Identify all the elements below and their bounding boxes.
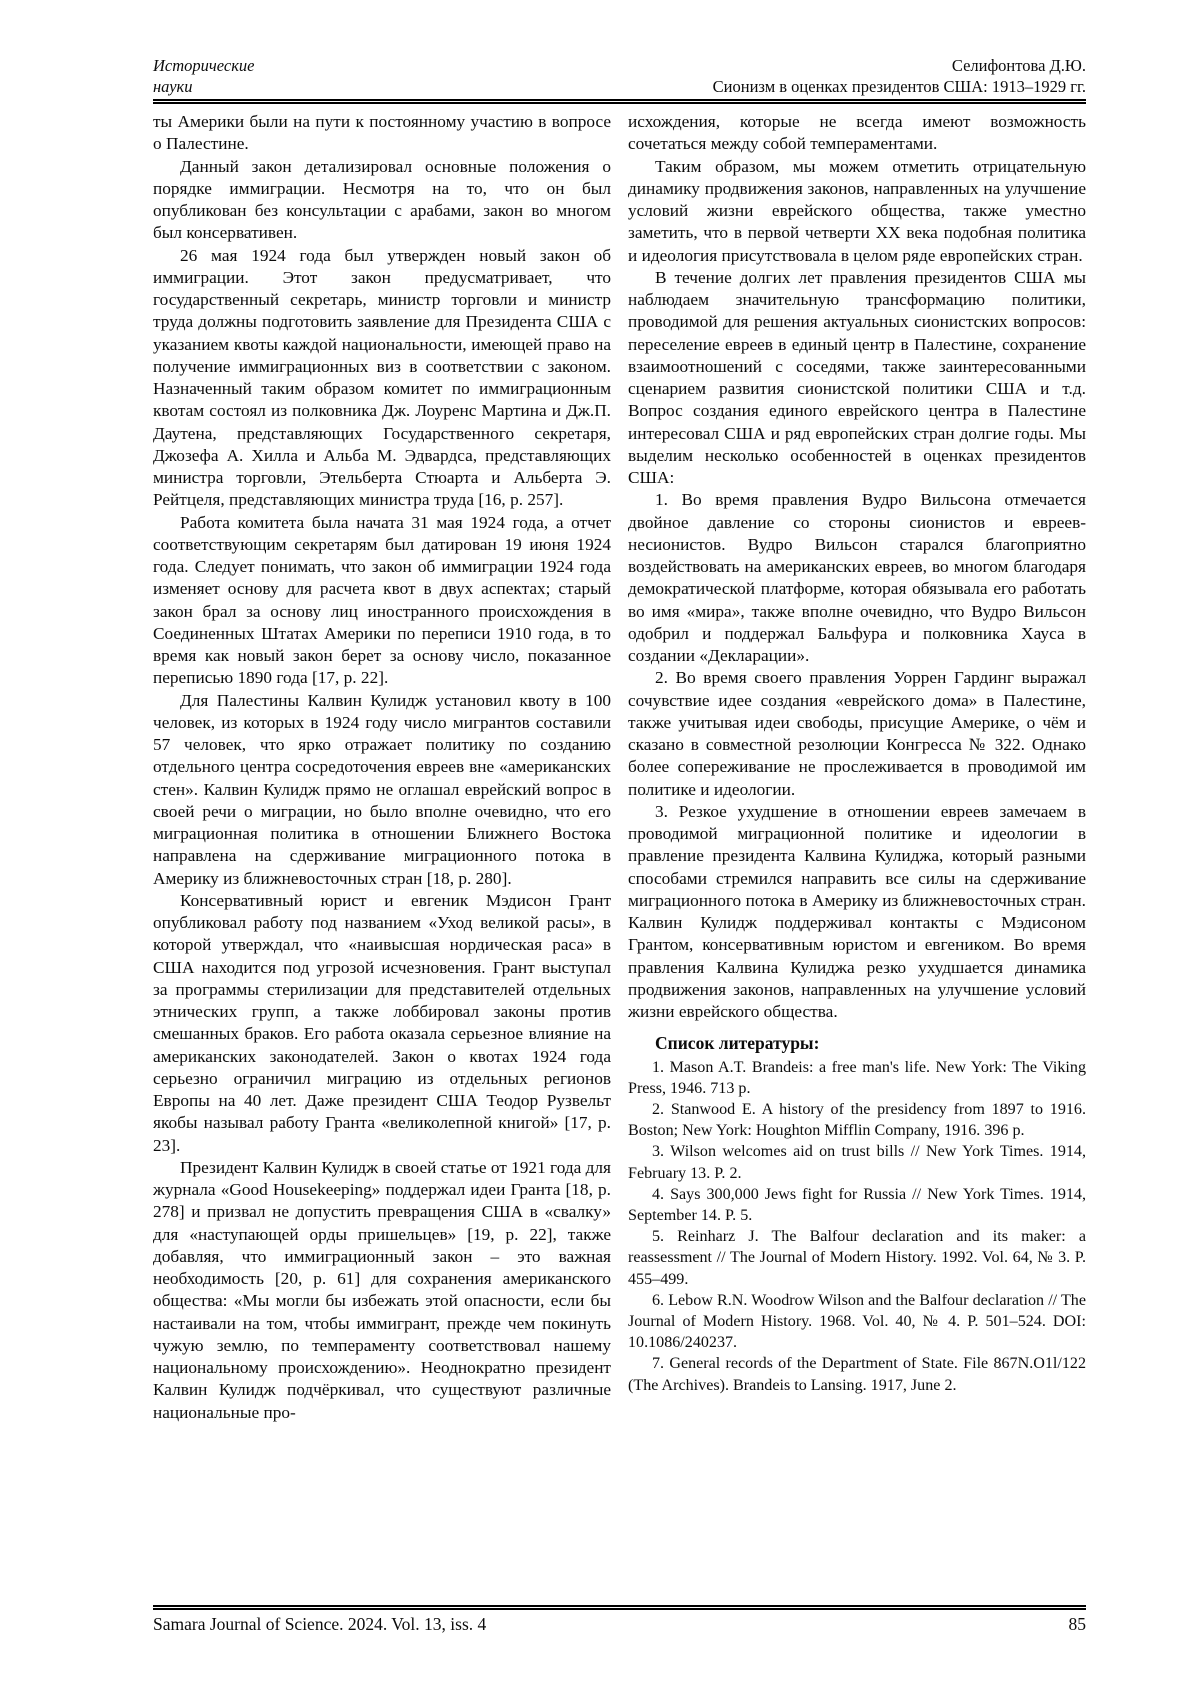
header-rule	[153, 99, 1086, 104]
references-list	[628, 1057, 1086, 1396]
article-title: Сионизм в оценках президентов США: 1913–1929 гг.	[712, 76, 1086, 96]
journal-section	[153, 56, 255, 97]
article-page	[153, 56, 1086, 1424]
right-column	[628, 111, 1086, 1424]
page-number: 85	[1068, 1614, 1086, 1634]
journal-section-line1: Исторические	[153, 56, 255, 75]
body-paragraph: Данный закон детализировал основные положения о порядке иммиграции. Несмотря на то, что он был опубликован без консультации с арабами, закон во многом был консервативен.	[153, 156, 611, 243]
body-paragraph: 2. Во время своего правления Уоррен Гардинг выражал сочувствие идее создания «еврейского дома» в Палестине, также учитывая идеи свободы, присущие Америке, о чём и сказано в совместной резолюции Конгресса № 322. Однако более сопереживание не прослеживается в проводимой им политике и идеологии.	[628, 668, 1086, 799]
references-heading: Список литературы:	[655, 1033, 820, 1054]
reference-item: 5. Reinharz J. The Balfour declaration and its maker: a reassessment // The Journal of Modern History. 1992. Vol. 64, № 3. P. 455–499.	[628, 1228, 1086, 1288]
page-footer	[153, 1603, 1086, 1636]
reference-item: 2. Stanwood E. A history of the presidency from 1897 to 1916. Boston; New York: Houghton Mifflin Company, 1916. 396 p.	[628, 1100, 1086, 1140]
reference-item: 7. General records of the Department of State. File 867N.O1l/122 (The Archives). Brandeis to Lansing. 1917, June 2.	[628, 1355, 1086, 1394]
body-paragraph: Для Палестины Калвин Кулидж установил квоту в 100 человек, из которых в 1924 году число мигрантов составили 57 человек, что ярко отражает политику по созданию отдельного центра сосредоточения евреев вне «американских стен». Калвин Кулидж прямо не оглашал еврейский вопрос в своей речи о миграции, но было вполне очевидно, что его миграционная политика в отношении Ближнего Востока направлена на сдерживание миграционного потока в Америку из ближневосточных стран [18, p. 280].	[153, 690, 611, 888]
body-paragraph: ты Америки были на пути к постоянному участию в вопросе о Палестине.	[153, 112, 611, 154]
body-paragraph: Президент Калвин Кулидж в своей статье от 1921 года для журнала «Good Housekeeping» поддержал идеи Гранта [18, p. 278] и призвал не допустить превращения США в «свалку» для «наступающей орды пришельцев» [19, p. 22], также добавляя, что иммиграционный закон – это важная необходимость [20, p. 61] для сохранения американского общества: «Мы могли бы избежать этой опасности, если бы настаивали на том, чтобы иммигрант, прежде чем покинуть чужую землю, по темпераменту соответствовал нашему национальному происхождению». Неоднократно президент Калвин Кулидж подчёркивал, что существуют различные национальные про-	[153, 1157, 611, 1422]
journal-footer: Samara Journal of Science. 2024. Vol. 13, iss. 4	[153, 1614, 487, 1634]
body-paragraph: Консервативный юрист и евгеник Мэдисон Грант опубликовал работу под названием «Уход великой расы», в которой утверждал, что «наивысшая нордическая раса» в США находится под угрозой исчезновения. Грант выступал за программы стерилизации для представителей отдельных этнических групп, а также лоббировал законы против смешанных браков. Его работа оказала серьезное влияние на американских законодателей. Закон о квотах 1924 года серьезно ограничил миграцию из отдельных регионов Европы на 40 лет. Даже президент США Теодор Рузвельт якобы называл работу Гранта «великолепной книгой» [17, p. 23].	[153, 890, 611, 1155]
left-column	[153, 111, 611, 1424]
footer-rule	[153, 1605, 1086, 1610]
running-head	[713, 56, 1086, 97]
page-header	[153, 56, 1086, 97]
reference-item: 1. Mason A.T. Brandeis: a free man's life. New York: The Viking Press, 1946. 713 p.	[628, 1058, 1086, 1097]
journal-section-line2: науки	[153, 76, 193, 96]
right-column-paragraphs	[628, 111, 1086, 1023]
body-paragraph: Таким образом, мы можем отметить отрицательную динамику продвижения законов, направленных на улучшение условий жизни еврейского общества, также уместно заметить, что в первой четверти XX века подобная политика и идеология присутствовала в целом ряде европейских стран.	[628, 156, 1086, 265]
reference-item: 4. Says 300,000 Jews fight for Russia // New York Times. 1914, September 14. P. 5.	[628, 1185, 1086, 1224]
body-paragraph: Работа комитета была начата 31 мая 1924 года, а отчет соответствующим секретарям был датирован 19 июня 1924 года. Следует понимать, что закон об иммиграции 1924 года изменяет основу для расчета квот в двух аспектах; старый закон брал за основу лиц иностранного происхождения в Соединенных Штатах Америки по переписи 1910 года, в то время как новый закон берет за основу число, показанное переписью 1890 года [17, p. 22].	[153, 512, 611, 688]
author-name: Селифонтова Д.Ю.	[951, 56, 1086, 75]
body-paragraph: 1. Во время правления Вудро Вильсона отмечается двойное давление со стороны сионистов и евреев-несионистов. Вудро Вильсон старался благоприятно воздействовать на американских евреев, во многом благодаря демократической платформе, которая обязывала его работать во имя «мира», также вполне очевидно, что Вудро Вильсон одобрил и поддержал Бальфура и полковника Хауса в создании «Декларации».	[628, 490, 1086, 665]
article-body	[153, 111, 1086, 1424]
reference-item: 6. Lebow R.N. Woodrow Wilson and the Balfour declaration // The Journal of Modern History. 1968. Vol. 40, № 4. P. 501–524. DOI: 10.1086/240237.	[628, 1291, 1086, 1352]
body-paragraph: 3. Резкое ухудшение в отношении евреев замечаем в проводимой миграционной политике и идеологии в правление президента Калвина Кулиджа, который разными способами стремился направить все силы на сдерживание миграционного потока в Америку из ближневосточных стран. Калвин Кулидж поддерживал контакты с Мэдисоном Грантом, консервативным юристом и евгеником. Во время правления Калвина Кулиджа резко ухудшается динамика продвижения законов, направленных на улучшение условий жизни еврейского общества.	[628, 801, 1086, 1021]
reference-item: 3. Wilson welcomes aid on trust bills // New York Times. 1914, February 13. P. 2.	[628, 1143, 1086, 1182]
body-paragraph: 26 мая 1924 года был утвержден новый закон об иммиграции. Этот закон предусматривает, что государственный секретарь, министр торговли и министр труда должны подготовить заявление для Президента США с указанием квоты каждой национальности, имеющей право на получение иммиграционных виз в соответствии с законом. Назначенный таким образом комитет по иммиграционным квотам состоял из полковника Дж. Лоуренс Мартина и Дж.П. Даутена, представляющих Государственного секретаря, Джозефа А. Хилла и Альба М. Эдвардса, представляющих министра торговли, Этельберта Стюарта и Альберта Э. Рейтцеля, представляющих министра труда [16, p. 257].	[153, 245, 611, 510]
body-paragraph: исхождения, которые не всегда имеют возможность сочетаться между собой темпераментами.	[628, 112, 1086, 154]
body-paragraph: В течение долгих лет правления президентов США мы наблюдаем значительную трансформацию политики, проводимой для решения актуальных сионистских вопросов: переселение евреев в единый центр в Палестине, сохранение взаимоотношений с соседями, также заинтересованными сценарием развития сионистской политики США и т.д. Вопрос создания единого еврейского центра в Палестине интересовал США и ряд европейских стран долгие годы. Мы выделим несколько особенностей в оценках президентов США:	[628, 267, 1086, 487]
